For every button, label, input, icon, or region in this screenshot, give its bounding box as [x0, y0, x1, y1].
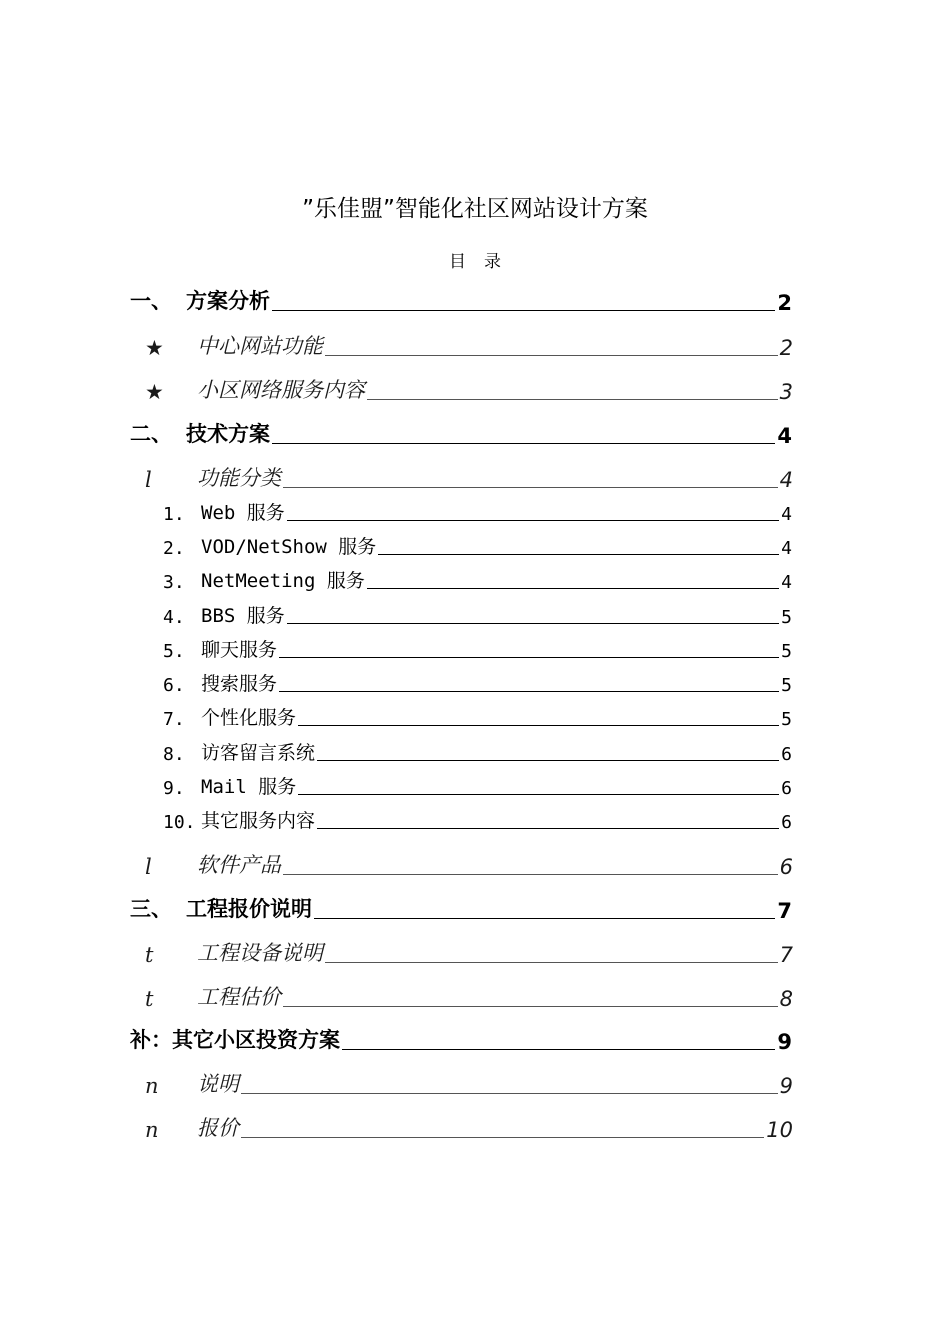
- toc-page-number: 6: [779, 855, 793, 879]
- toc-marker: 7.: [163, 709, 185, 730]
- toc-page-number: 8: [779, 987, 793, 1011]
- toc-marker: n: [145, 1074, 159, 1098]
- star-icon: ★: [145, 336, 164, 360]
- toc-leader-line: [378, 554, 779, 555]
- toc-leader-line: [283, 1006, 778, 1007]
- toc-leader-line: [283, 874, 778, 875]
- toc-entry-section-3a[interactable]: [145, 937, 793, 967]
- toc-page-number: 9: [777, 1030, 792, 1054]
- toc-leader-line: [325, 355, 778, 356]
- toc-marker: 4.: [163, 607, 185, 628]
- toc-leader-line: [272, 443, 775, 444]
- toc-marker: 9.: [163, 778, 185, 799]
- toc-label: 工程估价: [197, 985, 281, 1009]
- toc-entry-item-4[interactable]: [163, 601, 792, 628]
- toc-entry-item-3[interactable]: [163, 566, 792, 593]
- toc-entry-item-5[interactable]: [163, 635, 792, 662]
- toc-entry-item-1[interactable]: [163, 498, 792, 525]
- toc-leader-line: [279, 657, 779, 658]
- toc-label: 访客留言系统: [201, 742, 316, 764]
- toc-entry-section-3b[interactable]: [145, 981, 793, 1011]
- toc-marker: l: [145, 468, 152, 492]
- toc-marker: 10.: [163, 812, 196, 833]
- toc-page-number: 5: [781, 607, 792, 628]
- toc-leader-line: [283, 487, 778, 488]
- toc-entry-supplement[interactable]: [130, 1024, 792, 1054]
- toc-page-number: 6: [781, 812, 792, 833]
- toc-leader-line: [272, 310, 775, 311]
- toc-entry-section-3[interactable]: [130, 893, 792, 923]
- toc-marker: 5.: [163, 641, 185, 662]
- toc-label: 补：其它小区投资方案: [130, 1028, 340, 1052]
- star-icon: ★: [145, 380, 164, 404]
- toc-label: 聊天服务: [201, 639, 278, 661]
- toc-label: 中心网站功能: [197, 334, 323, 358]
- toc-leader-line: [367, 588, 779, 589]
- toc-label: 技术方案: [186, 422, 270, 446]
- toc-marker: 6.: [163, 675, 185, 696]
- toc-marker: 一、: [130, 289, 172, 313]
- toc-entry-item-7[interactable]: [163, 703, 792, 730]
- document-title: ”乐佳盟”智能化社区网站设计方案: [302, 196, 648, 222]
- toc-label: BBS 服务: [201, 605, 285, 627]
- toc-leader-line: [279, 691, 779, 692]
- toc-marker: l: [145, 855, 152, 879]
- toc-entry-section-2a[interactable]: [145, 462, 793, 492]
- toc-heading: 目录: [449, 252, 519, 272]
- toc-leader-line: [314, 918, 775, 919]
- toc-page-number: 4: [779, 468, 793, 492]
- toc-page-number: 6: [781, 778, 792, 799]
- toc-page-number: 4: [781, 538, 792, 559]
- toc-label: 其它服务内容: [201, 810, 316, 832]
- toc-marker: t: [145, 987, 154, 1011]
- toc-entry-item-6[interactable]: [163, 669, 792, 696]
- toc-page-number: 3: [779, 380, 793, 404]
- toc-label: Web 服务: [201, 502, 285, 524]
- toc-page-number: 7: [777, 899, 792, 923]
- toc-entry-item-8[interactable]: [163, 738, 792, 765]
- toc-label: 报价: [197, 1116, 239, 1140]
- toc-page-number: 2: [777, 291, 792, 315]
- toc-marker: 三、: [130, 897, 172, 921]
- toc-leader-line: [317, 760, 779, 761]
- toc-label: 小区网络服务内容: [197, 378, 365, 402]
- toc-entry-section-2b[interactable]: [145, 849, 793, 879]
- toc-leader-line: [298, 725, 779, 726]
- toc-entry-section-1a[interactable]: [145, 330, 793, 360]
- toc-label: 软件产品: [197, 853, 281, 877]
- toc-leader-line: [298, 794, 779, 795]
- toc-page-number: 6: [781, 744, 792, 765]
- toc-page-number: 4: [781, 504, 792, 525]
- toc-leader-line: [325, 962, 778, 963]
- toc-page-number: 5: [781, 641, 792, 662]
- toc-leader-line: [342, 1049, 775, 1050]
- toc-marker: 2.: [163, 538, 185, 559]
- toc-label: 方案分析: [186, 289, 270, 313]
- toc-page-number: 4: [777, 424, 792, 448]
- toc-marker: n: [145, 1118, 159, 1142]
- toc-marker: 3.: [163, 572, 185, 593]
- toc-page-number: 7: [779, 943, 793, 967]
- toc-label: 工程报价说明: [186, 897, 312, 921]
- toc-page-number: 4: [781, 572, 792, 593]
- toc-page-number: 9: [779, 1074, 793, 1098]
- toc-label: 说明: [197, 1072, 239, 1096]
- toc-entry-section-1[interactable]: [130, 285, 792, 315]
- toc-leader-line: [367, 399, 778, 400]
- toc-leader-line: [241, 1137, 764, 1138]
- toc-marker: 8.: [163, 744, 185, 765]
- toc-entry-item-10[interactable]: [163, 806, 792, 833]
- toc-label: 个性化服务: [201, 707, 297, 729]
- toc-label: 搜索服务: [201, 673, 278, 695]
- toc-entry-supplement-b[interactable]: [145, 1112, 793, 1142]
- toc-leader-line: [287, 520, 779, 521]
- toc-entry-item-9[interactable]: [163, 772, 792, 799]
- toc-label: 功能分类: [197, 466, 281, 490]
- toc-leader-line: [317, 828, 779, 829]
- toc-label: NetMeeting 服务: [201, 570, 365, 592]
- toc-leader-line: [241, 1093, 778, 1094]
- toc-label: VOD/NetShow 服务: [201, 536, 377, 558]
- toc-marker: 二、: [130, 422, 172, 446]
- toc-entry-item-2[interactable]: [163, 532, 792, 559]
- toc-page-number: 2: [779, 336, 793, 360]
- toc-page-number: 5: [781, 675, 792, 696]
- toc-entry-section-1b[interactable]: [145, 374, 793, 404]
- toc-page-number: 10: [766, 1118, 793, 1142]
- toc-label: Mail 服务: [201, 776, 297, 798]
- toc-marker: 1.: [163, 504, 185, 525]
- toc-entry-section-2[interactable]: [130, 418, 792, 448]
- toc-page-number: 5: [781, 709, 792, 730]
- toc-marker: t: [145, 943, 154, 967]
- toc-leader-line: [287, 623, 779, 624]
- toc-entry-supplement-a[interactable]: [145, 1068, 793, 1098]
- toc-label: 工程设备说明: [197, 941, 323, 965]
